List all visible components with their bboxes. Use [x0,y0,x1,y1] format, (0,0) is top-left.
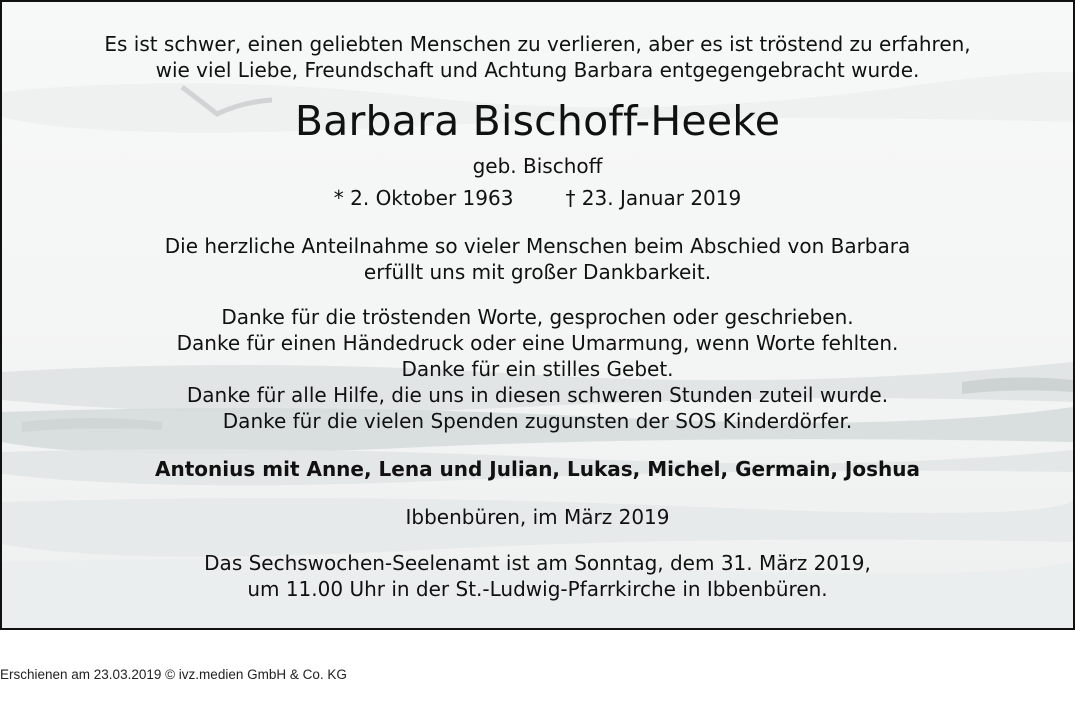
maiden-name: geb. Bischoff [472,154,603,178]
thanks-line-4: Danke für alle Hilfe, die uns in diesen schweren Stunden zuteil wurde. [186,383,889,407]
publication-footer: Erschienen am 23.03.2019 © ivz.medien GmbH & Co. KG [0,667,347,682]
mass-line-1: Das Sechswochen-Seelenamt ist am Sonntag, dem 31. März 2019, [204,551,871,575]
death-date: † 23. Januar 2019 [565,186,742,210]
intro-line-2: wie viel Liebe, Freundschaft und Achtung Barbara entgegengebracht wurde. [155,58,920,82]
thanks-line-1: Danke für die tröstenden Worte, gesprochen oder geschrieben. [221,305,854,329]
place-date: Ibbenbüren, im März 2019 [405,505,670,529]
sympathy-line-1: Die herzliche Anteilnahme so vieler Menschen beim Abschied von Barbara [164,234,911,258]
life-dates [2,186,1073,210]
family-names: Antonius mit Anne, Lena und Julian, Lukas, Michel, Germain, Joshua [155,457,920,481]
deceased-name: Barbara Bischoff-Heeke [294,97,781,145]
birth-date: * 2. Oktober 1963 [333,186,514,210]
thanks-line-3: Danke für ein stilles Gebet. [401,357,674,381]
mass-line-2: um 11.00 Uhr in der St.-Ludwig-Pfarrkirche in Ibbenbüren. [247,577,828,601]
sympathy-line-2: erfüllt uns mit großer Dankbarkeit. [363,260,712,284]
thanks-line-2: Danke für einen Händedruck oder eine Umarmung, wenn Worte fehlten. [176,331,899,355]
notice-content [2,2,1073,628]
intro-line-1: Es ist schwer, einen geliebten Menschen zu verlieren, aber es ist tröstend zu erfahren, [104,32,971,56]
thanks-line-5: Danke für die vielen Spenden zugunsten der SOS Kinderdörfer. [222,409,853,433]
